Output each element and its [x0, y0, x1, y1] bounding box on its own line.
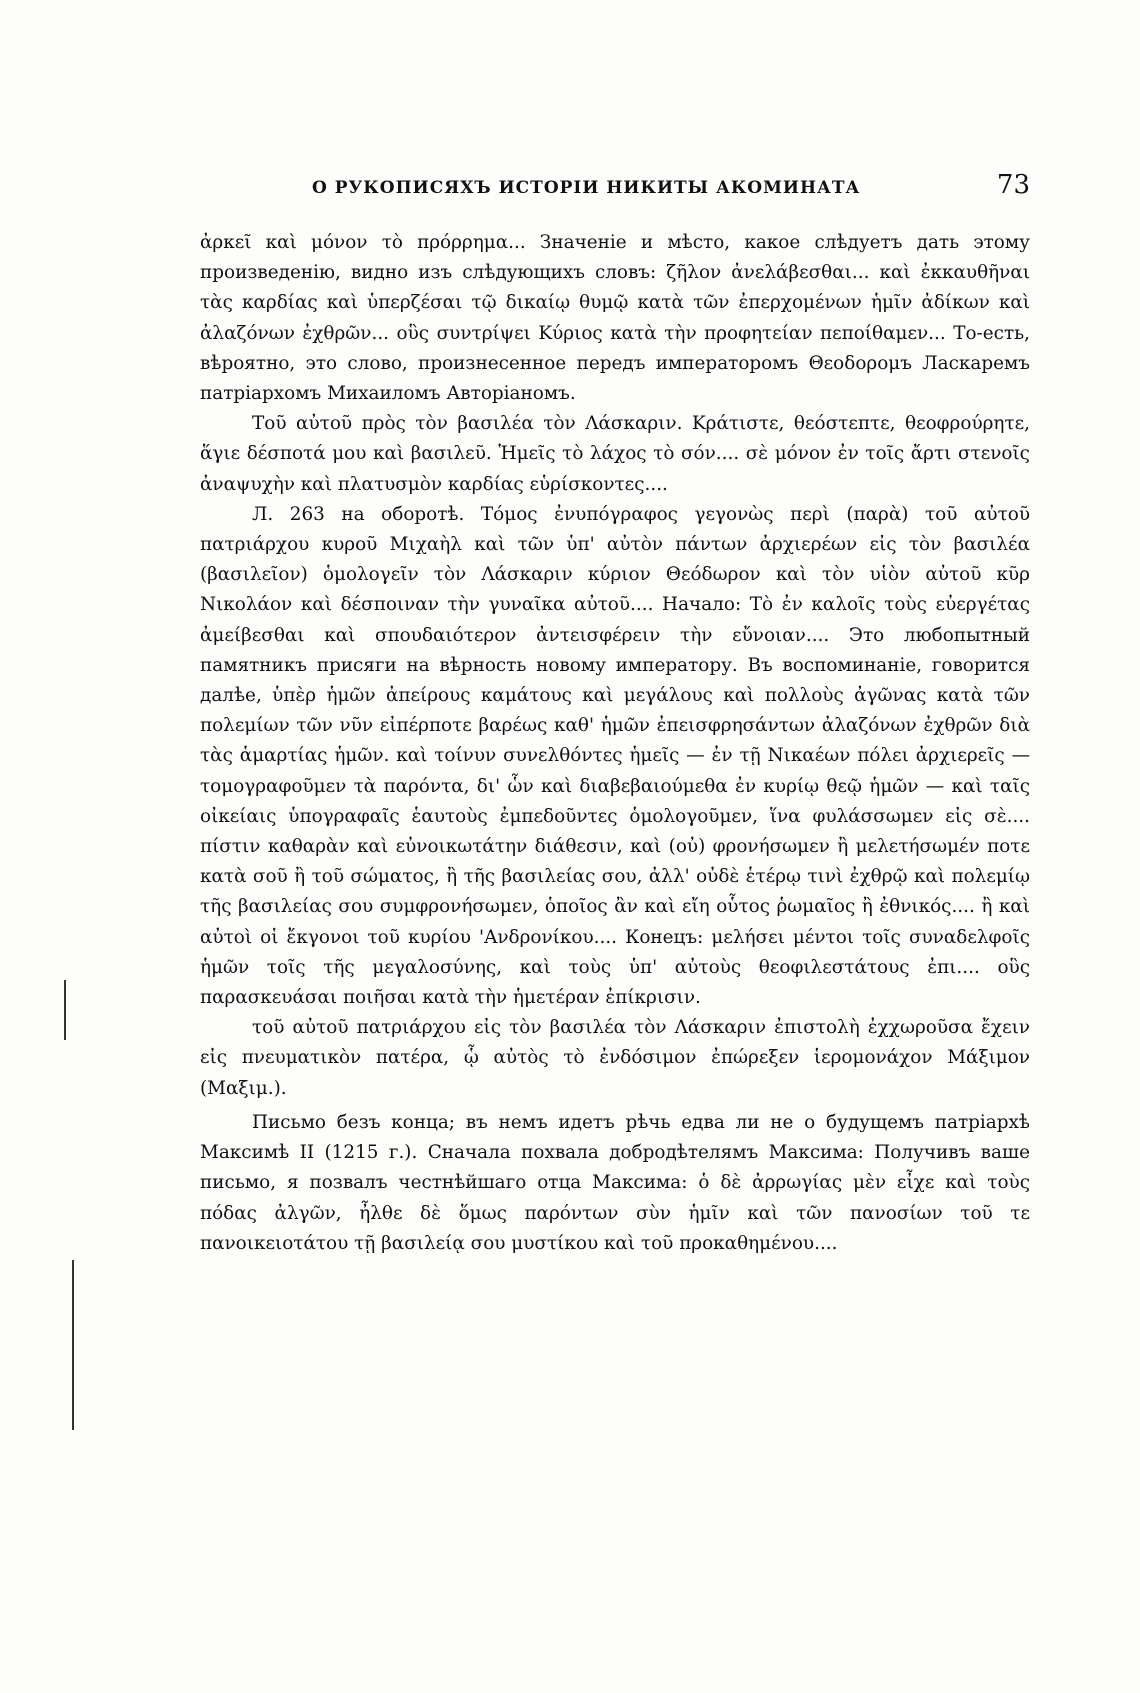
paragraph-5: Письмо безъ конца; въ немъ идетъ рѣчь едва ли не о будущемъ патріархѣ Максимѣ II (1215 г.). Сначала похвала добродѣтелямъ Максима: Получивъ ваше письмо, я позвалъ честнѣйшаго отца Максима: ὁ δὲ ἀρρωγίας μὲν εἶχε καὶ τοὺς πόδας ἀλγῶν, ἦλθε δὲ ὅμως παρόντων σὺν ἡμῖν καὶ τῶν πανοσίων τοῦ τε πανοικειοτάτου τῇ βασιλείᾳ σου μυστίκου καὶ τοῦ προκαθημένου....	[200, 1111, 1030, 1254]
paragraph-2: Τοῦ αὐτοῦ πρὸς τὸν βασιλέα τὸν Λάσκαριν. Κράτιστε, θεόστεπτε, θεοφρούρητε, ἅγιε δέσποτά μου καὶ βασιλεῦ. Ἡμεῖς τὸ λάχος τὸ σόν.... σὲ μόνον ἐν τοῖς ἄρτι στενοῖς ἀναψυχὴν καὶ πλατυσμὸν καρδίας εὑρίσκοντες....	[200, 413, 1030, 495]
running-title: О РУКОПИСЯХЪ ИСТОРІИ НИКИТЫ АКОМИНАТА	[312, 178, 861, 198]
paragraph-4: τοῦ αὐτοῦ πατριάρχου εἰς τὸν βασιλέα τὸν Λάσκαριν ἐπιστολὴ ἐχχωροῦσα ἔχειν εἰς πνευματικὸν πατέρα, ᾧ αὐτὸς τὸ ἐνδόσιμον ἐπώρεξεν ἱερομονάχον Μάξιμον (Μαξιμ.).	[200, 1017, 1030, 1099]
paragraph-1: ἀρκεῖ καὶ μόνον τὸ πρόρρημα... Значеніе и мѣсто, какое слѣдуетъ дать этому произведенію, видно изъ слѣдующихъ словъ: ζῆλον ἀνελάβεσθαι... καὶ ἐκκαυθῆναι τὰς καρδίας καὶ ὑπερζέσαι τῷ δικαίῳ θυμῷ κατὰ τῶν ἐπερχομένων ἡμῖν ἀδίκων καὶ ἀλαζόνων ἐχθρῶν... οὓς συντρίψει Κύριος κατὰ τὴν προφητείαν πεποίθαμεν... То-есть, вѣроятно, это слово, произнесенное передъ императоромъ Θεοδορομъ Ласкаремъ патріархомъ Михаиломъ Авторіаномъ.	[200, 232, 1030, 405]
paragraph-3: Л. 263 на оборотѣ. Τόμος ἐνυπόγραφος γεγονὼς περὶ (παρὰ) τοῦ αὐτοῦ πατριάρχου κυροῦ Μιχαὴλ καὶ τῶν ὑπ' αὐτὸν πάντων ἀρχιερέων εἰς τὸν βασιλέα (βασιλεῖον) ὁμολογεῖν τὸν Λάσκαριν κύριον Θεόδωρον καὶ τὸν υἱὸν αὐτοῦ κῦρ Νικολάον καὶ δέσποιναν τὴν γυναῖκα αὐτοῦ.... Начало: Τὸ ἐν καλοῖς τοὺς εὐεργέτας ἀμείβεσθαι καὶ σπουδαιότερον ἀντεισφέρειν τὴν εὔνοιαν.... Это любопытный памятникъ присяги на вѣрность новому императору. Въ воспоминаніе, говорится далѣе, ὑπὲρ ἡμῶν ἀπείρους καμάτους καὶ μεγάλους καὶ πολλοὺς ἀγῶνας κατὰ τῶν πολεμίων τῶν νῦν εἰπέρποτε βαρέως καθ' ἡμῶν ἐπεισφρησάντων ἀλαζόνων ἐχθρῶν διὰ τὰς ἁμαρτίας ἡμῶν. καὶ τοίνυν συνελθόντες ἡμεῖς — ἐν τῇ Νικαέων πόλει ἀρχιερεῖς — τομογραφοῦμεν τὰ παρόντα, δι' ὧν καὶ διαβεβαιούμεθα ἐν κυρίῳ θεῷ ἡμῶν — καὶ ταῖς οἰκείαις ὑπογραφαῖς ἑαυτοὺς ἐμπεδοῦντες ὁμολογοῦμεν, ἵνα φυλάσσωμεν εἰς σὲ.... πίστιν καθαρὰν καὶ εὐνοικωτάτην διάθεσιν, καὶ (οὐ) φρονήσωμεν ἢ μελετήσωμέν ποτε κατὰ σοῦ ἢ τοῦ σώματος, ἢ τῆς βασιλείας σου, ἀλλ' οὐδὲ ἑτέρῳ τινὶ ἐχθρῷ καὶ πολεμίῳ τῆς βασιλείας σου συμφρονήσωμεν, ὁποῖος ἂν καὶ εἴη οὗτος ῥωμαῖος ἢ ἐθνικός.... ἢ καὶ αὐτοὶ οἱ ἔκγονοι τοῦ κυρίου 'Ανδρονίκου.... Конецъ: μελήσει μέντοι τοῖς συναδελφοῖς ἡμῶν τοῖς τῆς μεγαλοσύνης, καὶ τοὺς ὑπ' αὐτοὺς θεοφιλεστάτους ἐπι.... οὓς παρασκευάσαι ποιῆσαι κατὰ τὴν ἡμετέραν ἐπίκρισιν.	[200, 503, 1030, 1009]
margin-line-bottom	[72, 1260, 74, 1430]
body-text	[200, 228, 1030, 1259]
page-header	[200, 170, 1030, 208]
margin-line-top	[64, 980, 66, 1040]
page-number: 73	[996, 170, 1030, 200]
